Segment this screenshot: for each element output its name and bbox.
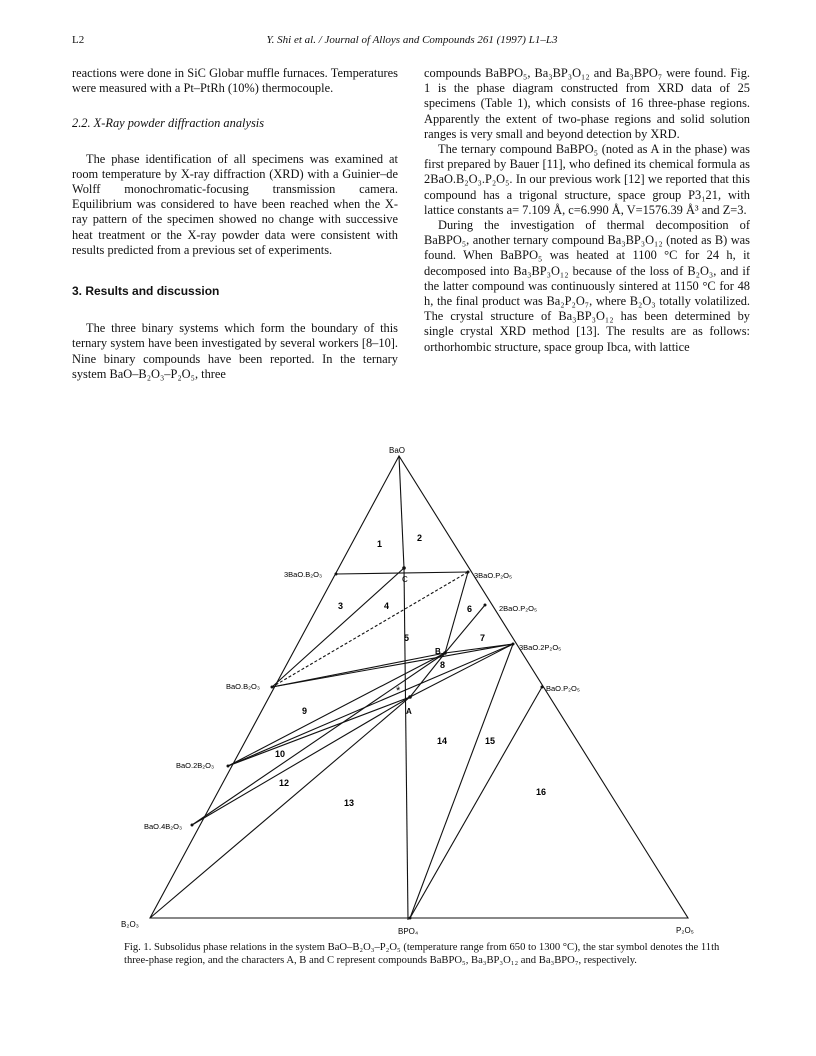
- tie-line: [228, 644, 513, 766]
- compound-label: BaO.B₂O₃: [226, 682, 260, 691]
- subsection-heading: 2.2. X-Ray powder diffraction analysis: [72, 116, 265, 131]
- page-header: [72, 34, 752, 50]
- compound-label: BaO.P₂O₅: [546, 684, 580, 693]
- paragraph: During the investigation of thermal decomposition of BaBPO₅, another ternary compound Ba₃BP₃O₁₂ (noted as B) was found. When BaBPO₅ was heated at 1100 °C for 24 h, it decomposed into Ba₃BP₃O₁₂ because of the loss of B₂O₃, and if the latter compound was continuously sintered at 1150 °C for 48 h, the final product was Ba₂P₂O₇, where B₂O₃ totally volatilized. The crystal structure of Ba₃BP₃O₁₂ has been determined by single crystal XRD method [13]. The results are as follows: orthorhombic structure, space group Ibca, with lattice: [424, 218, 750, 354]
- region-label: 6: [467, 604, 473, 614]
- compound-label: 3BaO.B₂O₃: [284, 570, 323, 579]
- region-label: 1: [377, 539, 383, 549]
- region-label: 5: [404, 633, 410, 643]
- figure-caption: Fig. 1. Subsolidus phase relations in the system BaO–B₂O₃–P₂O₅ (temperature range from 650 to 1300 °C), the star symbol denotes the 11th three-phase region, and the characters A, B and C represent compounds BaBPO₅, Ba₃BP₃O₁₂ and Ba₃BPO₇, respectively.: [124, 942, 720, 966]
- vertex-label-left: B₂O₃: [121, 920, 139, 929]
- region-label: 7: [480, 633, 486, 643]
- page-number: L2: [72, 34, 85, 46]
- region-label: 16: [536, 787, 547, 797]
- region-label: 10: [275, 749, 286, 759]
- region-label: 15: [485, 736, 496, 746]
- phase-diagram: [0, 440, 816, 940]
- region-label: 4: [384, 601, 390, 611]
- vertex-label-right: P₂O₅: [676, 926, 694, 935]
- paragraph: reactions were done in SiC Globar muffle furnaces. Temperatures were measured with a Pt–PtRh (10%) thermocouple.: [72, 66, 398, 96]
- tie-line: [410, 644, 513, 697]
- compound-label: BaO.2B₂O₃: [176, 761, 215, 770]
- region-label: 9: [302, 706, 308, 716]
- region-label: 3: [338, 601, 344, 611]
- paragraph: compounds BaBPO₅, Ba₃BP₃O₁₂ and Ba₃BPO₇ were found. Fig. 1 is the phase diagram constructed from XRD data of 25 specimens (Table 1), which consists of 16 three-phase regions. Apparently the extent of two-phase regions and solid solution ranges is very small and beyond detection by XRD.: [424, 66, 750, 141]
- compound-label: 2BaO.P₂O₅: [499, 604, 538, 613]
- region-label: 12: [279, 778, 290, 788]
- tie-line: [272, 568, 404, 687]
- point-label-c: C: [402, 575, 408, 584]
- section-heading: 3. Results and discussion: [72, 284, 220, 299]
- region-label: 8: [440, 660, 446, 670]
- running-head: Y. Shi et al. / Journal of Alloys and Compounds 261 (1997) L1–L3: [266, 34, 558, 46]
- tie-line: [228, 653, 448, 766]
- tie-line: [228, 697, 410, 766]
- region-label: 13: [344, 798, 355, 808]
- point-label-a: A: [406, 707, 412, 716]
- left-column: [72, 66, 398, 382]
- paragraph: The three binary systems which form the boundary of this ternary system have been investigated by several workers [8–10]. Nine binary compounds have been reported. In the ternary system BaO–B₂O₃–P₂O₅, three: [72, 321, 398, 381]
- compound-label: 3BaO.2P₂O₅: [519, 643, 562, 652]
- right-column: [424, 66, 750, 355]
- tie-line: [192, 697, 410, 825]
- point-label-b: B: [435, 647, 441, 656]
- region-label: 2: [417, 533, 423, 543]
- tie-line: [336, 572, 468, 574]
- vertex-label-top: BaO: [389, 446, 406, 455]
- compound-label: BaO.4B₂O₃: [144, 822, 183, 831]
- tie-line: [445, 572, 468, 653]
- tie-line: [404, 568, 408, 920]
- paragraph: The phase identification of all specimens was examined at room temperature by X-ray diffraction (XRD) with a Guinier–de Wolff monochromatic-focusing transmission camera. Equilibrium was considered to have been reached when the X-ray pattern of the specimen showed no change with successive heat treatment or the X-ray powder data were consistent with results predicted from a previous set of experiments.: [72, 151, 398, 257]
- compound-label: BPO₄: [398, 927, 419, 936]
- tie-line: [410, 687, 542, 918]
- tie-line: [445, 605, 485, 653]
- compound-label: 3BaO.P₂O₅: [474, 571, 513, 580]
- tie-line: [150, 697, 410, 918]
- tie-line: [410, 644, 513, 918]
- tie-line: [399, 456, 404, 568]
- paragraph: The ternary compound BaBPO₅ (noted as A in the phase) was first prepared by Bauer [11], who defined its chemical formula as 2BaO.B₂O₃.P₂O₅. In our previous work [12] we reported that this compound has a trigonal structure, space group P3₁21, with lattice constants a= 7.109 Å, c=6.990 Å, V=1576.39 Å³ and Z=3.: [424, 142, 750, 217]
- region-label: 14: [437, 736, 448, 746]
- star-symbol: *: [396, 685, 401, 697]
